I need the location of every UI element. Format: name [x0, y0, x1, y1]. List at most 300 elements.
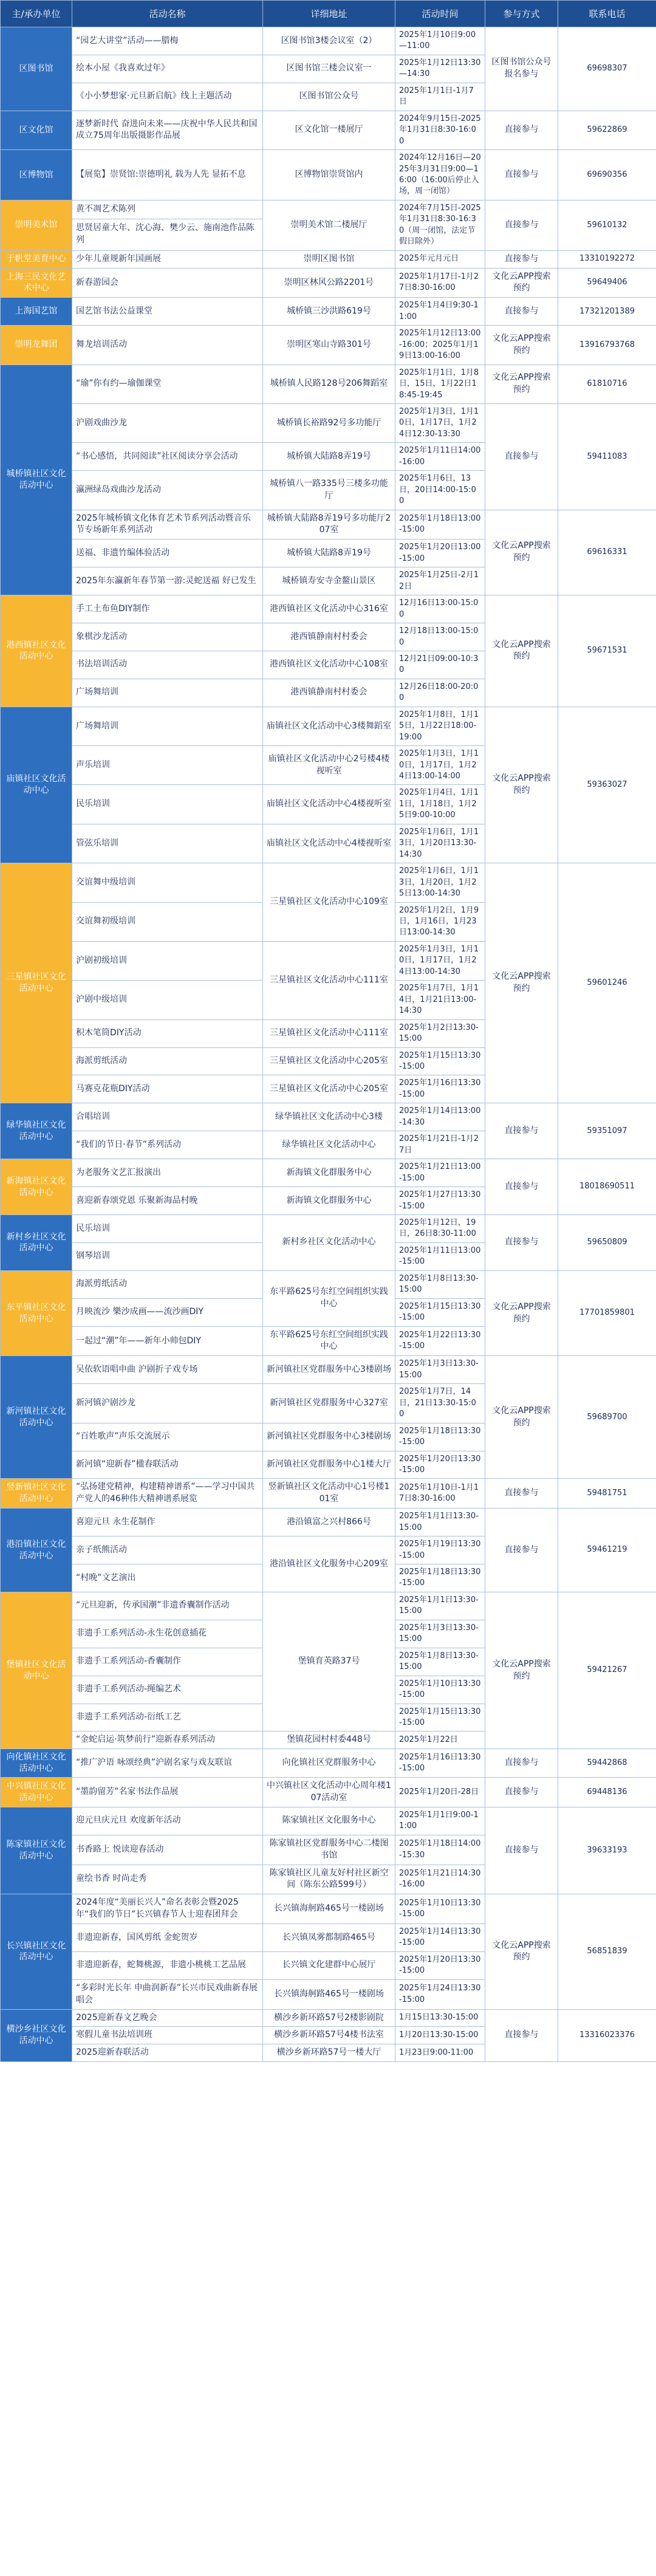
phone-cell: 17701859801 — [558, 1270, 656, 1356]
table-row — [1, 200, 656, 219]
organizer-cell: 横沙乡社区文化活动中心 — [1, 2009, 72, 2062]
activity-name-cell: 民乐培训 — [72, 1214, 263, 1242]
header-method: 参与方式 — [485, 1, 558, 27]
activity-name-cell: 沪剧戏曲沙龙 — [72, 403, 263, 442]
activity-name-cell: 2025迎新春联活动 — [72, 2044, 263, 2062]
time-cell: 2025年1月22日13:30-15:00 — [395, 1326, 485, 1356]
header-organizer: 主/承办单位 — [1, 1, 72, 27]
activity-name-cell: 2025迎新春文艺晚会 — [72, 2009, 263, 2027]
table-row — [1, 365, 656, 403]
time-cell: 2025年1月15日13:30-15:00 — [395, 1704, 485, 1732]
table-row — [1, 1749, 656, 1778]
time-cell: 2025年1月18日14:00-15:30 — [395, 1835, 485, 1865]
address-cell: 堡镇育英路37号 — [263, 1592, 395, 1732]
activity-name-cell: “弘扬建党精神，构建精神谱系”——学习中国共产党人的46种伟大精神谱系展览 — [72, 1479, 263, 1509]
time-cell: 2025年1月19日13:30-15:00 — [395, 1536, 485, 1564]
organizer-cell: 三星镇社区文化活动中心 — [1, 863, 72, 1103]
table-row — [1, 250, 656, 268]
time-cell: 2025年1月12日13:00-16:00；2025年1月19日13:00-16:00 — [395, 326, 485, 365]
time-cell: 2025年1月15日13:30-15:00 — [395, 1298, 485, 1326]
table-row — [1, 1592, 656, 1620]
phone-cell: 13316023376 — [558, 2009, 656, 2062]
phone-cell: 69690356 — [558, 150, 656, 200]
organizer-cell: 区图书馆 — [1, 27, 72, 111]
activity-name-cell: 送福、非遗竹编体验活动 — [72, 540, 263, 567]
table-row — [1, 1894, 656, 1924]
time-cell: 2025年1月20日13:00-15:00 — [395, 540, 485, 567]
organizer-cell: 于帆堂美育中心 — [1, 250, 72, 268]
time-cell: 2025年1月3日，1月10日，1月17日，1月24日13:00-14:00 — [395, 746, 485, 785]
address-cell: 东平路625号东红空间组织实践中心 — [263, 1270, 395, 1326]
method-cell: 文化云APP搜索预约 — [485, 510, 558, 595]
address-cell: 三星镇社区文化活动中心111室 — [263, 1019, 395, 1047]
method-cell: 直接参与 — [485, 1749, 558, 1778]
phone-cell: 13310192272 — [558, 250, 656, 268]
phone-cell: 59622869 — [558, 111, 656, 149]
time-cell: 2025年1月22日 — [395, 1732, 485, 1749]
address-cell: 庙镇社区文化活动中心2号楼4楼视听室 — [263, 746, 395, 785]
activity-name-cell: 交谊舞初级培训 — [72, 902, 263, 941]
time-cell: 2025年1月18日13:00-15:00 — [395, 510, 485, 540]
activity-name-cell: 积木笔筒DIY活动 — [72, 1019, 263, 1047]
time-cell: 2025年1月8日，1月15日，1月22日18:00-19:00 — [395, 707, 485, 745]
method-cell: 直接参与 — [485, 2009, 558, 2062]
table-row — [1, 298, 656, 326]
activity-name-cell: “园艺大讲堂”活动——腊梅 — [72, 27, 263, 55]
method-cell: 文化云APP搜索预约 — [485, 326, 558, 365]
time-cell: 2025年1月8日13:30-15:00 — [395, 1270, 485, 1298]
activity-name-cell: 马赛克花瓶DIY活动 — [72, 1075, 263, 1103]
activity-name-cell: 少年儿童规新年国画展 — [72, 250, 263, 268]
activity-name-cell: 钢琴培训 — [72, 1242, 263, 1270]
method-cell: 文化云APP搜索预约 — [485, 365, 558, 403]
phone-cell: 59351097 — [558, 1103, 656, 1159]
method-cell: 直接参与 — [485, 1479, 558, 1509]
address-cell: 区文化馆一楼展厅 — [263, 111, 395, 149]
activity-name-cell: 黄不凋艺术陈列 — [72, 200, 263, 219]
table-row — [1, 1807, 656, 1835]
address-cell: 新海镇文化群服务中心 — [263, 1159, 395, 1187]
time-cell: 1月20日13:30-15:00 — [395, 2027, 485, 2044]
address-cell: 竖新镇社区文化活动中心1号楼101室 — [263, 1479, 395, 1509]
time-cell: 2025年1月18日13:30-15:00 — [395, 1564, 485, 1592]
time-cell: 2025年1月1日13:30-15:00 — [395, 1592, 485, 1620]
address-cell: 区图书馆3楼会议室（2） — [263, 27, 395, 55]
table-header-row — [1, 1, 656, 27]
address-cell: 城桥镇寿安寺金鳌山景区 — [263, 567, 395, 595]
header-time: 活动时间 — [395, 1, 485, 27]
activity-name-cell: 新河镇沪剧沙龙 — [72, 1384, 263, 1423]
address-cell: 区图书馆公众号 — [263, 83, 395, 111]
activity-name-cell: 2025年城桥镇文化体育艺术节系列活动暨音乐节专场新年系列活动 — [72, 510, 263, 540]
address-cell: 港沿镇社区文化服务中心209室 — [263, 1536, 395, 1592]
activity-name-cell: “瑜”你有约—瑜伽课堂 — [72, 365, 263, 403]
phone-cell: 17321201389 — [558, 298, 656, 326]
table-row — [1, 595, 656, 623]
time-cell: 1月15日13:30-15:00 — [395, 2009, 485, 2027]
address-cell: 横沙乡新环路57号一楼大厅 — [263, 2044, 395, 2062]
time-cell: 2025年1月11日14:00-16:00 — [395, 443, 485, 471]
organizer-cell: 堡镇社区文化活动中心 — [1, 1592, 72, 1749]
activity-name-cell: 2024年度“美丽长兴人”命名表彰会暨2025年“我们的节日”长兴镇春节人士迎春团拜会 — [72, 1894, 263, 1924]
activity-name-cell: 非遗迎新春，国风剪纸 金蛇贺岁 — [72, 1924, 263, 1952]
activity-name-cell: 交谊舞中级培训 — [72, 863, 263, 902]
time-cell: 2025年1月16日13:30-15:00 — [395, 1749, 485, 1778]
address-cell: 庙镇社区文化活动中心3楼舞蹈室 — [263, 707, 395, 745]
time-cell: 2025年1月11日13:00-15:00 — [395, 1242, 485, 1270]
phone-cell: 59421267 — [558, 1592, 656, 1749]
activity-name-cell: 书香路上 悦读迎春活动 — [72, 1835, 263, 1865]
header-phone: 联系电话 — [558, 1, 656, 27]
activity-name-cell: “书心感悟，共同阅读”社区阅读分享会活动 — [72, 443, 263, 471]
time-cell: 2025年1月3日，1月10日，1月17日，1月24日13:00-14:30 — [395, 941, 485, 980]
time-cell: 2025年1月12日，19日，26日8:30-11:00 — [395, 1214, 485, 1242]
activity-name-cell: 逐梦新时代 奋进向未来——庆祝中华人民共和国成立75周年出版摄影作品展 — [72, 111, 263, 149]
phone-cell: 59481751 — [558, 1479, 656, 1509]
time-cell: 2025年1月10日13:30-15:00 — [395, 1676, 485, 1704]
address-cell: 城桥镇人民路128号206舞蹈室 — [263, 365, 395, 403]
phone-cell: 59610132 — [558, 200, 656, 250]
time-cell: 1月23日9:00-11:00 — [395, 2044, 485, 2062]
method-cell: 直接参与 — [485, 200, 558, 250]
activity-name-cell: 寒假儿童书法培训班 — [72, 2027, 263, 2044]
time-cell: 2025年1月25日-2月12日 — [395, 567, 485, 595]
time-cell: 2025年1月4日9:30-11:00 — [395, 298, 485, 326]
organizer-cell: 崇明美术馆 — [1, 200, 72, 250]
phone-cell: 61810716 — [558, 365, 656, 403]
method-cell: 文化云APP搜索预约 — [485, 1270, 558, 1356]
method-cell: 文化云APP搜索预约 — [485, 268, 558, 298]
address-cell: 新河镇社区党群服务中心3楼剧场 — [263, 1423, 395, 1451]
organizer-cell: 区博物馆 — [1, 150, 72, 200]
time-cell: 2025年1月21日14:30-16:00 — [395, 1865, 485, 1894]
activity-name-cell: 瀛洲绿岛戏曲沙龙活动 — [72, 471, 263, 510]
phone-cell: 56851839 — [558, 1894, 656, 2009]
time-cell: 2024年9月15日-2025年1月31日8:30-16:00 — [395, 111, 485, 149]
activity-name-cell: “我们的节日·春节”系列活动 — [72, 1131, 263, 1159]
activity-name-cell: 为老服务文艺汇报演出 — [72, 1159, 263, 1187]
table-row — [1, 111, 656, 149]
address-cell: 港西镇静南村村委会 — [263, 623, 395, 651]
address-cell: 崇明区图书馆 — [263, 250, 395, 268]
address-cell: 三星镇社区文化活动中心205室 — [263, 1047, 395, 1075]
method-cell: 文化云APP搜索预约 — [485, 1894, 558, 2009]
activity-name-cell: 思贤居童大年、沈心海、樊少云、施南池作品陈列 — [72, 219, 263, 250]
organizer-cell: 新村乡社区文化活动中心 — [1, 1214, 72, 1270]
address-cell: 三星镇社区文化活动中心205室 — [263, 1075, 395, 1103]
organizer-cell: 向化镇社区文化活动中心 — [1, 1749, 72, 1778]
address-cell: 长兴镇海舸路465号一楼剧场 — [263, 1894, 395, 1924]
address-cell: 三星镇社区文化活动中心111室 — [263, 941, 395, 1019]
address-cell: 三星镇社区文化活动中心109室 — [263, 863, 395, 942]
activity-name-cell: 《小小梦想家·元旦新启航》线上主题活动 — [72, 83, 263, 111]
phone-cell: 13916793768 — [558, 326, 656, 365]
activity-name-cell: 手工土布鱼DIY制作 — [72, 595, 263, 623]
address-cell: 长兴镇文化建群中心展厅 — [263, 1951, 395, 1979]
activity-name-cell: 国艺馆书法公益课堂 — [72, 298, 263, 326]
address-cell: 横沙乡新环路57号4楼书法室 — [263, 2027, 395, 2044]
method-cell: 直接参与 — [485, 150, 558, 200]
organizer-cell: 上海三民文化艺术中心 — [1, 268, 72, 298]
time-cell: 2025年1月3日13:30-15:00 — [395, 1356, 485, 1384]
time-cell: 12月21日09:00-10:30 — [395, 651, 485, 679]
address-cell: 中兴镇社区文化活动中心周年楼107活动室 — [263, 1778, 395, 1807]
address-cell: 崇明美术馆二楼展厅 — [263, 200, 395, 250]
table-row — [1, 707, 656, 745]
table-row — [1, 403, 656, 442]
activity-name-cell: “村晚”文艺演出 — [72, 1564, 263, 1592]
address-cell: 陈家镇社区文化服务中心 — [263, 1807, 395, 1835]
activity-name-cell: 声乐培训 — [72, 746, 263, 785]
activity-name-cell: 海派剪纸活动 — [72, 1047, 263, 1075]
address-cell: 城桥镇长裕路92号多功能厅 — [263, 403, 395, 442]
time-cell: 2025年1月21日13:00-15:00 — [395, 1159, 485, 1187]
time-cell: 2025年1月10日9:00—11:00 — [395, 27, 485, 55]
time-cell: 2025年1月3日13:30-15:00 — [395, 1620, 485, 1648]
activity-name-cell: 迎元旦庆元旦 欢度新年活动 — [72, 1807, 263, 1835]
activity-name-cell: 广场舞培训 — [72, 707, 263, 745]
table-row — [1, 268, 656, 298]
method-cell: 文化云APP搜索预约 — [485, 595, 558, 707]
address-cell: 庙镇社区文化活动中心4楼视听室 — [263, 824, 395, 863]
method-cell: 直接参与 — [485, 250, 558, 268]
time-cell: 2024年7月15日-2025年1月31日8:30-16:30（周一闭馆，法定节假日除外） — [395, 200, 485, 250]
activity-name-cell: “墨韵留芳”名家书法作品展 — [72, 1778, 263, 1807]
activity-name-cell: “多彩时光长年 申曲润新春”长兴市民戏曲新春展唱会 — [72, 1979, 263, 2009]
activity-name-cell: “推广沪语 咏颂经典”沪剧名家与戏友联谊 — [72, 1749, 263, 1778]
address-cell: 陈家镇社区儿童友好村社区新空间（陈东公路599号） — [263, 1865, 395, 1894]
time-cell: 2025年1月10日13:30-15:00 — [395, 1894, 485, 1924]
method-cell: 直接参与 — [485, 298, 558, 326]
phone-cell: 59671531 — [558, 595, 656, 707]
activity-name-cell: 非遗手工系列活动-香囊制作 — [72, 1648, 263, 1676]
phone-cell: 69448136 — [558, 1778, 656, 1807]
address-cell: 绿华镇社区文化活动中心3楼 — [263, 1103, 395, 1131]
table-row — [1, 1479, 656, 1509]
activity-name-cell: 非遗手工系列活动-永生花创意插花 — [72, 1620, 263, 1648]
table-row — [1, 1103, 656, 1131]
time-cell: 2025年1月20日-28日 — [395, 1778, 485, 1807]
activity-name-cell: 非遗迎新春，蛇舞桃源，非遗小桃桃工艺品展 — [72, 1951, 263, 1979]
time-cell: 2025年1月1日-1月7日 — [395, 83, 485, 111]
address-cell: 港西镇静南村村委会 — [263, 679, 395, 707]
address-cell: 区博物馆崇贤馆内 — [263, 150, 395, 200]
method-cell: 直接参与 — [485, 1159, 558, 1215]
activity-name-cell: 新河镇“迎新春”楹春联活动 — [72, 1451, 263, 1479]
time-cell: 2025年1月4日，1月11日，1月18日，1月25日9:00-10:00 — [395, 785, 485, 824]
activity-name-cell: 民乐培训 — [72, 785, 263, 824]
activity-name-cell: 合唱培训 — [72, 1103, 263, 1131]
table-row — [1, 1356, 656, 1384]
organizer-cell: 中兴镇社区文化活动中心 — [1, 1778, 72, 1807]
address-cell: 城桥镇大陆路8弄19号多功能厅207室 — [263, 510, 395, 540]
address-cell: 陈家镇社区党群服务中心二楼图书馆 — [263, 1835, 395, 1865]
method-cell: 区图书馆公众号报名参与 — [485, 27, 558, 111]
address-cell: 新村乡社区文化活动中心 — [263, 1214, 395, 1270]
table-row — [1, 27, 656, 55]
method-cell: 直接参与 — [485, 1214, 558, 1270]
address-cell: 区图书馆三楼会议室一 — [263, 55, 395, 83]
time-cell: 2025年1月7日，14日，21日13:30-15:00 — [395, 1384, 485, 1423]
phone-cell: 59601246 — [558, 863, 656, 1103]
header-activity-name: 活动名称 — [72, 1, 263, 27]
activity-name-cell: 童绘书香 时尚走秀 — [72, 1865, 263, 1894]
activity-name-cell: 舞龙培训活动 — [72, 326, 263, 365]
time-cell: 2025年1月20日13:30-15:00 — [395, 1951, 485, 1979]
address-cell: 新海镇文化群服务中心 — [263, 1187, 395, 1215]
time-cell: 2025年1月8日13:30-15:00 — [395, 1648, 485, 1676]
activity-name-cell: 亲子纸熊活动 — [72, 1536, 263, 1564]
table-row — [1, 1270, 656, 1298]
activity-name-cell: 喜迎元旦 永生花制作 — [72, 1509, 263, 1536]
method-cell: 直接参与 — [485, 1509, 558, 1592]
organizer-cell: 东平镇社区文化活动中心 — [1, 1270, 72, 1356]
time-cell: 2025年1月2日，1月9日，1月16日，1月23日13:00-14:30 — [395, 902, 485, 941]
address-cell: 向化镇社区党群服务中心 — [263, 1749, 395, 1778]
phone-cell: 69616331 — [558, 510, 656, 595]
table-row — [1, 863, 656, 902]
time-cell: 2025年1月20日13:30-15:00 — [395, 1451, 485, 1479]
activity-name-cell: 月映流沙 樂沙成画——流沙画DIY — [72, 1298, 263, 1326]
time-cell: 2025年1月12日13:30—14:30 — [395, 55, 485, 83]
activity-name-cell: 广场舞培训 — [72, 679, 263, 707]
header-address: 详细地址 — [263, 1, 395, 27]
table-row — [1, 1778, 656, 1807]
time-cell: 2025年1月27日13:30-15:00 — [395, 1187, 485, 1215]
organizer-cell: 新海镇社区文化活动中心 — [1, 1159, 72, 1215]
address-cell: 长兴镇凤雾都制路465号 — [263, 1924, 395, 1952]
time-cell: 2025年1月6日，13日，20日14:00-15:00 — [395, 471, 485, 510]
activity-name-cell: 象棋沙龙活动 — [72, 623, 263, 651]
activity-name-cell: 【展览】崇贤馆:崇德明礼 载为人先 显拓不息 — [72, 150, 263, 200]
organizer-cell: 庙镇社区文化活动中心 — [1, 707, 72, 863]
method-cell: 直接参与 — [485, 111, 558, 149]
activity-name-cell: “金蛇启运·筑梦前行”迎新春系列活动 — [72, 1732, 263, 1749]
table-row — [1, 326, 656, 365]
phone-cell: 59650809 — [558, 1214, 656, 1270]
table-row — [1, 2009, 656, 2027]
time-cell: 2025年1月7日，1月14日，1月21日13:00-14:30 — [395, 981, 485, 1019]
address-cell: 堡镇花园村村委448号 — [263, 1732, 395, 1749]
time-cell: 12月26日18:00-20:00 — [395, 679, 485, 707]
organizer-cell: 长兴镇社区文化活动中心 — [1, 1894, 72, 2009]
time-cell: 2025年1月3日，1月10日，1月17日，1月24日12:30-13:30 — [395, 403, 485, 442]
time-cell: 2025年1月1日13:30-15:00 — [395, 1509, 485, 1536]
activity-name-cell: 2025年东瀛新年春节第一游:灵蛇送福 好已发生 — [72, 567, 263, 595]
activity-name-cell: 喜迎新春颂党恩 乐聚新海品村晚 — [72, 1187, 263, 1215]
method-cell: 直接参与 — [485, 1778, 558, 1807]
activity-name-cell: 管弦乐培训 — [72, 824, 263, 863]
organizer-cell: 城桥镇社区文化活动中心 — [1, 365, 72, 595]
address-cell: 城桥镇八一路335号三楼多功能厅 — [263, 471, 395, 510]
address-cell: 港西镇社区文化活动中心108室 — [263, 651, 395, 679]
method-cell: 直接参与 — [485, 403, 558, 510]
activity-name-cell: 沪剧初级培训 — [72, 941, 263, 980]
organizer-cell: 竖新镇社区文化活动中心 — [1, 1479, 72, 1509]
table-row — [1, 1214, 656, 1242]
table-row — [1, 510, 656, 540]
time-cell: 2025年元月元日 — [395, 250, 485, 268]
activity-name-cell: 海派剪纸活动 — [72, 1270, 263, 1298]
activity-name-cell: 吴依软语唱申曲 沪剧折子戏专场 — [72, 1356, 263, 1384]
time-cell: 2025年1月14日13:30-15:00 — [395, 1924, 485, 1952]
organizer-cell: 新河镇社区文化活动中心 — [1, 1356, 72, 1479]
phone-cell: 59689700 — [558, 1356, 656, 1479]
method-cell: 直接参与 — [485, 1103, 558, 1159]
time-cell: 2025年1月15日13:30-15:00 — [395, 1047, 485, 1075]
method-cell: 文化云APP搜索预约 — [485, 1592, 558, 1749]
phone-cell: 69698307 — [558, 27, 656, 111]
phone-cell: 18018690511 — [558, 1159, 656, 1215]
time-cell: 2025年1月1日9:00-11:00 — [395, 1807, 485, 1835]
method-cell: 文化云APP搜索预约 — [485, 1356, 558, 1479]
phone-cell: 59649406 — [558, 268, 656, 298]
method-cell: 文化云APP搜索预约 — [485, 707, 558, 863]
method-cell: 文化云APP搜索预约 — [485, 863, 558, 1103]
address-cell: 新河镇社区党群服务中心327室 — [263, 1384, 395, 1423]
time-cell: 2024年12月16日—2025年3月31日9:00—16:00（16:00后停止入场，周一闭馆） — [395, 150, 485, 200]
phone-cell: 59442868 — [558, 1749, 656, 1778]
address-cell: 横沙乡新环路57号2楼影剧院 — [263, 2009, 395, 2027]
address-cell: 城桥镇大陆路8弄19号 — [263, 443, 395, 471]
organizer-cell: 港沿镇社区文化活动中心 — [1, 1509, 72, 1592]
time-cell: 2025年1月17日-1月27日8:30-16:00 — [395, 268, 485, 298]
time-cell: 2025年1月21日-1月27日 — [395, 1131, 485, 1159]
activity-name-cell: 非遗手工系列活动-衍纸工艺 — [72, 1704, 263, 1732]
time-cell: 2025年1月18日13:30-15:00 — [395, 1423, 485, 1451]
phone-cell: 39633193 — [558, 1807, 656, 1894]
activity-name-cell: 绘本小屋《我喜欢过年》 — [72, 55, 263, 83]
activity-name-cell: “百姓歌声”声乐交流展示 — [72, 1423, 263, 1451]
address-cell: 崇明区林风公路2201号 — [263, 268, 395, 298]
organizer-cell: 陈家镇社区文化活动中心 — [1, 1807, 72, 1894]
activity-name-cell: 新春游园会 — [72, 268, 263, 298]
time-cell: 2025年1月2日13:30-15:00 — [395, 1019, 485, 1047]
table-body — [1, 27, 656, 2062]
organizer-cell: 绿华镇社区文化活动中心 — [1, 1103, 72, 1159]
address-cell: 东平路625号东红空间组织实践中心 — [263, 1326, 395, 1356]
method-cell: 直接参与 — [485, 1807, 558, 1894]
table-row — [1, 150, 656, 200]
organizer-cell: 港西镇社区文化活动中心 — [1, 595, 72, 707]
address-cell: 港西镇社区文化活动中心316室 — [263, 595, 395, 623]
time-cell: 12月18日13:00-15:00 — [395, 623, 485, 651]
address-cell: 城桥镇三沙洪路619号 — [263, 298, 395, 326]
address-cell: 崇明区寒山寺路301号 — [263, 326, 395, 365]
time-cell: 2025年1月24日13:30-15:00 — [395, 1979, 485, 2009]
address-cell: 新河镇社区党群服务中心3楼剧场 — [263, 1356, 395, 1384]
time-cell: 2025年1月6日，1月13日，1月20日，1月25日13:00-14:30 — [395, 863, 485, 902]
activity-name-cell: 一起过“潮”年——新年小帅包DIY — [72, 1326, 263, 1356]
activity-name-cell: 书法培训活动 — [72, 651, 263, 679]
time-cell: 2025年1月10日-1月17日8:30-16:00 — [395, 1479, 485, 1509]
table-row — [1, 1159, 656, 1187]
address-cell: 新河镇社区党群服务中心1楼大厅 — [263, 1451, 395, 1479]
address-cell: 城桥镇大陆路8弄19号 — [263, 540, 395, 567]
address-cell: 港沿镇富之兴村866号 — [263, 1509, 395, 1536]
phone-cell: 59363027 — [558, 707, 656, 863]
activity-name-cell: 非遗手工系列活动-绳编艺术 — [72, 1676, 263, 1704]
time-cell: 2025年1月6日，1月13日，1月20日13:30-14:30 — [395, 824, 485, 863]
phone-cell: 59411083 — [558, 403, 656, 510]
time-cell: 2025年1月14日13:00-14:30 — [395, 1103, 485, 1131]
table-row — [1, 1509, 656, 1536]
activity-name-cell: “元旦迎新，传承国潮”非遗香囊制作活动 — [72, 1592, 263, 1620]
time-cell: 2025年1月1日，1月8日，15日，1月22日18:45-19:45 — [395, 365, 485, 403]
organizer-cell: 区文化馆 — [1, 111, 72, 149]
time-cell: 12月16日13:00-15:00 — [395, 595, 485, 623]
activity-name-cell: 沪剧中级培训 — [72, 981, 263, 1019]
